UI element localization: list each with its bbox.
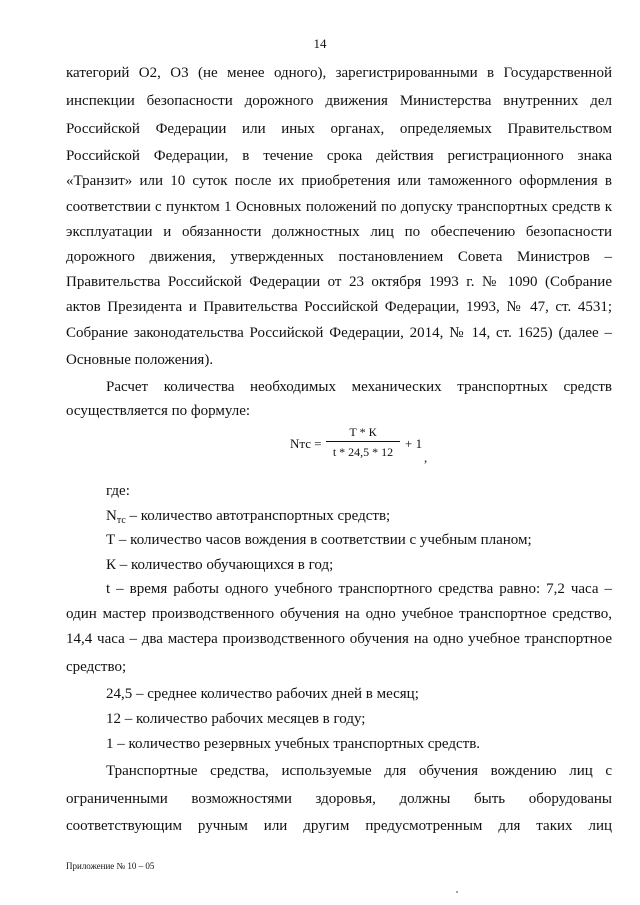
paragraph-line: дорожного движения, утвержденных постановлением Совета Министров – <box>66 249 612 265</box>
paragraph-line: соответствующим ручным или другим предусмотренным для таких лиц <box>66 818 612 834</box>
formula-lhs: Nтс = <box>290 436 322 451</box>
paragraph-line: Российской Федерации или иных органах, определяемых Правительством <box>66 121 612 137</box>
definition-reserve: 1 – количество резервных учебных транспортных средств. <box>106 736 481 752</box>
definition-months: 12 – количество рабочих месяцев в году; <box>106 711 366 727</box>
formula-plus-one: + 1 <box>405 436 423 451</box>
definition-t-time-line: один мастер производственного обучения на одно учебное транспортное средство, <box>66 606 612 622</box>
ntc-symbol: N <box>106 508 117 524</box>
formula-fraction <box>326 424 400 460</box>
paragraph-line: эксплуатации и обязанности должностных лиц по обеспечению безопасности <box>66 224 612 240</box>
formula-numerator: Т * К <box>349 425 377 439</box>
definition-k-students: К – количество обучающихся в год; <box>106 557 334 573</box>
ntc-subscript: тс <box>116 515 126 526</box>
footer-appendix-label: Приложение № 10 – 05 <box>66 861 155 871</box>
paragraph-line: осуществляется по формуле: <box>66 403 251 419</box>
vehicle-count-formula <box>290 424 440 468</box>
definition-t-time-line: средство; <box>66 659 127 675</box>
paragraph-line: соответствии с пунктом 1 Основных положений по допуску транспортных средств к <box>66 199 612 215</box>
formula-comma: , <box>424 450 428 465</box>
definition-t-time-line: t – время работы одного учебного транспортного средства равно: 7,2 часа – <box>106 581 612 597</box>
paragraph-line: инспекции безопасности дорожного движения Министерства внутренних дел <box>66 93 612 109</box>
definition-ntc <box>106 507 612 530</box>
page-number: 14 <box>313 36 327 51</box>
paragraph-line: ограниченными возможностями здоровья, должны быть оборудованы <box>66 791 612 807</box>
paragraph-line: Правительства Российской Федерации от 23 октября 1993 г. № 1090 (Собрание <box>66 274 612 290</box>
definition-days: 24,5 – среднее количество рабочих дней в месяц; <box>106 686 419 702</box>
paragraph-line: «Транзит» или 10 суток после их приобретения или таможенного оформления в <box>66 173 612 189</box>
definition-t-hours: Т – количество часов вождения в соответствии с учебным планом; <box>106 532 532 548</box>
paragraph-line: Основные положения). <box>66 352 214 368</box>
paragraph-line: Российской Федерации, в течение срока действия регистрационного знака <box>66 148 612 164</box>
fraction-bar <box>326 441 400 442</box>
paragraph-line: Расчет количества необходимых механических транспортных средств <box>106 379 612 395</box>
definition-t-time-line: 14,4 часа – два мастера производственного обучения на одно учебное транспортное <box>66 631 612 647</box>
ntc-text: – количество автотранспортных средств; <box>125 508 391 524</box>
where-label: где: <box>106 483 130 499</box>
paragraph-line: актов Президента и Правительства Российской Федерации, 1993, № 47, ст. 4531; <box>66 299 612 315</box>
paragraph-line: Собрание законодательства Российской Федерации, 2014, № 14, ст. 1625) (далее – <box>66 325 612 341</box>
formula-denominator: t * 24,5 * 12 <box>332 445 394 459</box>
paragraph-line: Транспортные средства, используемые для обучения вождению лиц с <box>106 763 612 779</box>
scan-speck <box>456 891 458 893</box>
paragraph-line: категорий О2, О3 (не менее одного), зарегистрированными в Государственной <box>66 65 612 81</box>
